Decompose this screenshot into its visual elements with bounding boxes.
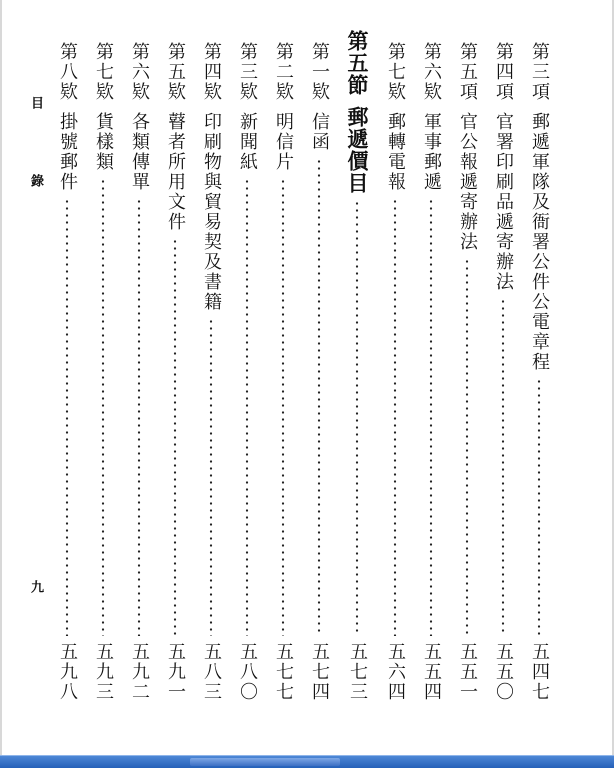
toc-section-entry	[342, 30, 372, 702]
entry-label: 第五欵	[165, 42, 186, 102]
entry-label: 第七欵	[385, 42, 406, 102]
entry-label: 第二欵	[273, 42, 294, 102]
dot-leader	[429, 198, 433, 636]
entry-page: 五五〇	[493, 642, 514, 702]
entry-title: 信函	[309, 112, 330, 152]
taskbar	[0, 755, 614, 768]
entry-title: 掛號郵件	[57, 112, 78, 192]
toc-entry	[232, 42, 262, 702]
entry-page: 五九三	[93, 642, 114, 702]
entry-label: 第八欵	[57, 42, 78, 102]
entry-title: 官署印刷品遞寄辦法	[493, 112, 514, 292]
dot-leader	[317, 158, 321, 636]
entry-page: 五七四	[309, 642, 330, 702]
entry-page: 五七七	[273, 642, 294, 702]
entry-title: 明信片	[273, 112, 294, 172]
dot-leader	[465, 258, 469, 636]
section-label: 第五節	[345, 30, 370, 96]
entry-title: 瞽者所用文件	[165, 112, 186, 232]
toc-entry	[524, 42, 554, 702]
entry-label: 第四項	[493, 42, 514, 102]
entry-page: 五八三	[201, 642, 222, 702]
entry-label: 第七欵	[93, 42, 114, 102]
dot-leader	[501, 298, 505, 636]
toc-entry	[488, 42, 518, 702]
entry-label: 第六欵	[421, 42, 442, 102]
entry-label: 第一欵	[309, 42, 330, 102]
toc-entry	[52, 42, 82, 702]
entry-title: 新聞紙	[237, 112, 258, 172]
entry-title: 軍事郵遞	[421, 112, 442, 192]
toc-header-char: 目	[28, 96, 43, 110]
entry-page: 五五一	[457, 642, 478, 702]
entry-title: 郵轉電報	[385, 112, 406, 192]
dot-leader	[101, 178, 105, 636]
entry-page: 五四七	[529, 642, 550, 702]
toc-entry	[452, 42, 482, 702]
entry-title: 貨樣類	[93, 112, 114, 172]
page-edge-left	[0, 0, 2, 756]
entry-page: 五五四	[421, 642, 442, 702]
entry-label: 第六欵	[129, 42, 150, 102]
toc-entry	[416, 42, 446, 702]
entry-title: 郵遞軍隊及衙署公件公電章程	[529, 112, 550, 372]
entry-page: 五八〇	[237, 642, 258, 702]
toc-entry	[380, 42, 410, 702]
lu-header-char: 錄	[28, 174, 43, 188]
entry-page: 五九一	[165, 642, 186, 702]
toc-entry	[268, 42, 298, 702]
entry-page: 五七三	[347, 642, 368, 702]
toc-entry	[304, 42, 334, 702]
taskbar-button[interactable]	[190, 758, 340, 766]
toc-entry	[124, 42, 154, 702]
entry-title: 印刷物與貿易契及書籍	[201, 112, 222, 312]
dot-leader	[355, 200, 359, 636]
page-number: 九	[28, 580, 43, 594]
entry-title: 官公報遞寄辦法	[457, 112, 478, 252]
dot-leader	[537, 378, 541, 636]
dot-leader	[209, 318, 213, 636]
entry-label: 第三欵	[237, 42, 258, 102]
dot-leader	[137, 198, 141, 636]
dot-leader	[393, 198, 397, 636]
entry-label: 第三項	[529, 42, 550, 102]
entry-page: 五六四	[385, 642, 406, 702]
entry-label: 第五項	[457, 42, 478, 102]
section-title: 郵遞價目	[345, 106, 370, 194]
toc-entry	[160, 42, 190, 702]
entry-page: 五九二	[129, 642, 150, 702]
dot-leader	[281, 178, 285, 636]
entry-label: 第四欵	[201, 42, 222, 102]
toc-entry	[88, 42, 118, 702]
entry-title: 各類傳單	[129, 112, 150, 192]
entry-page: 五九八	[57, 642, 78, 702]
dot-leader	[173, 238, 177, 636]
toc-entry	[196, 42, 226, 702]
dot-leader	[245, 178, 249, 636]
dot-leader	[65, 198, 69, 636]
